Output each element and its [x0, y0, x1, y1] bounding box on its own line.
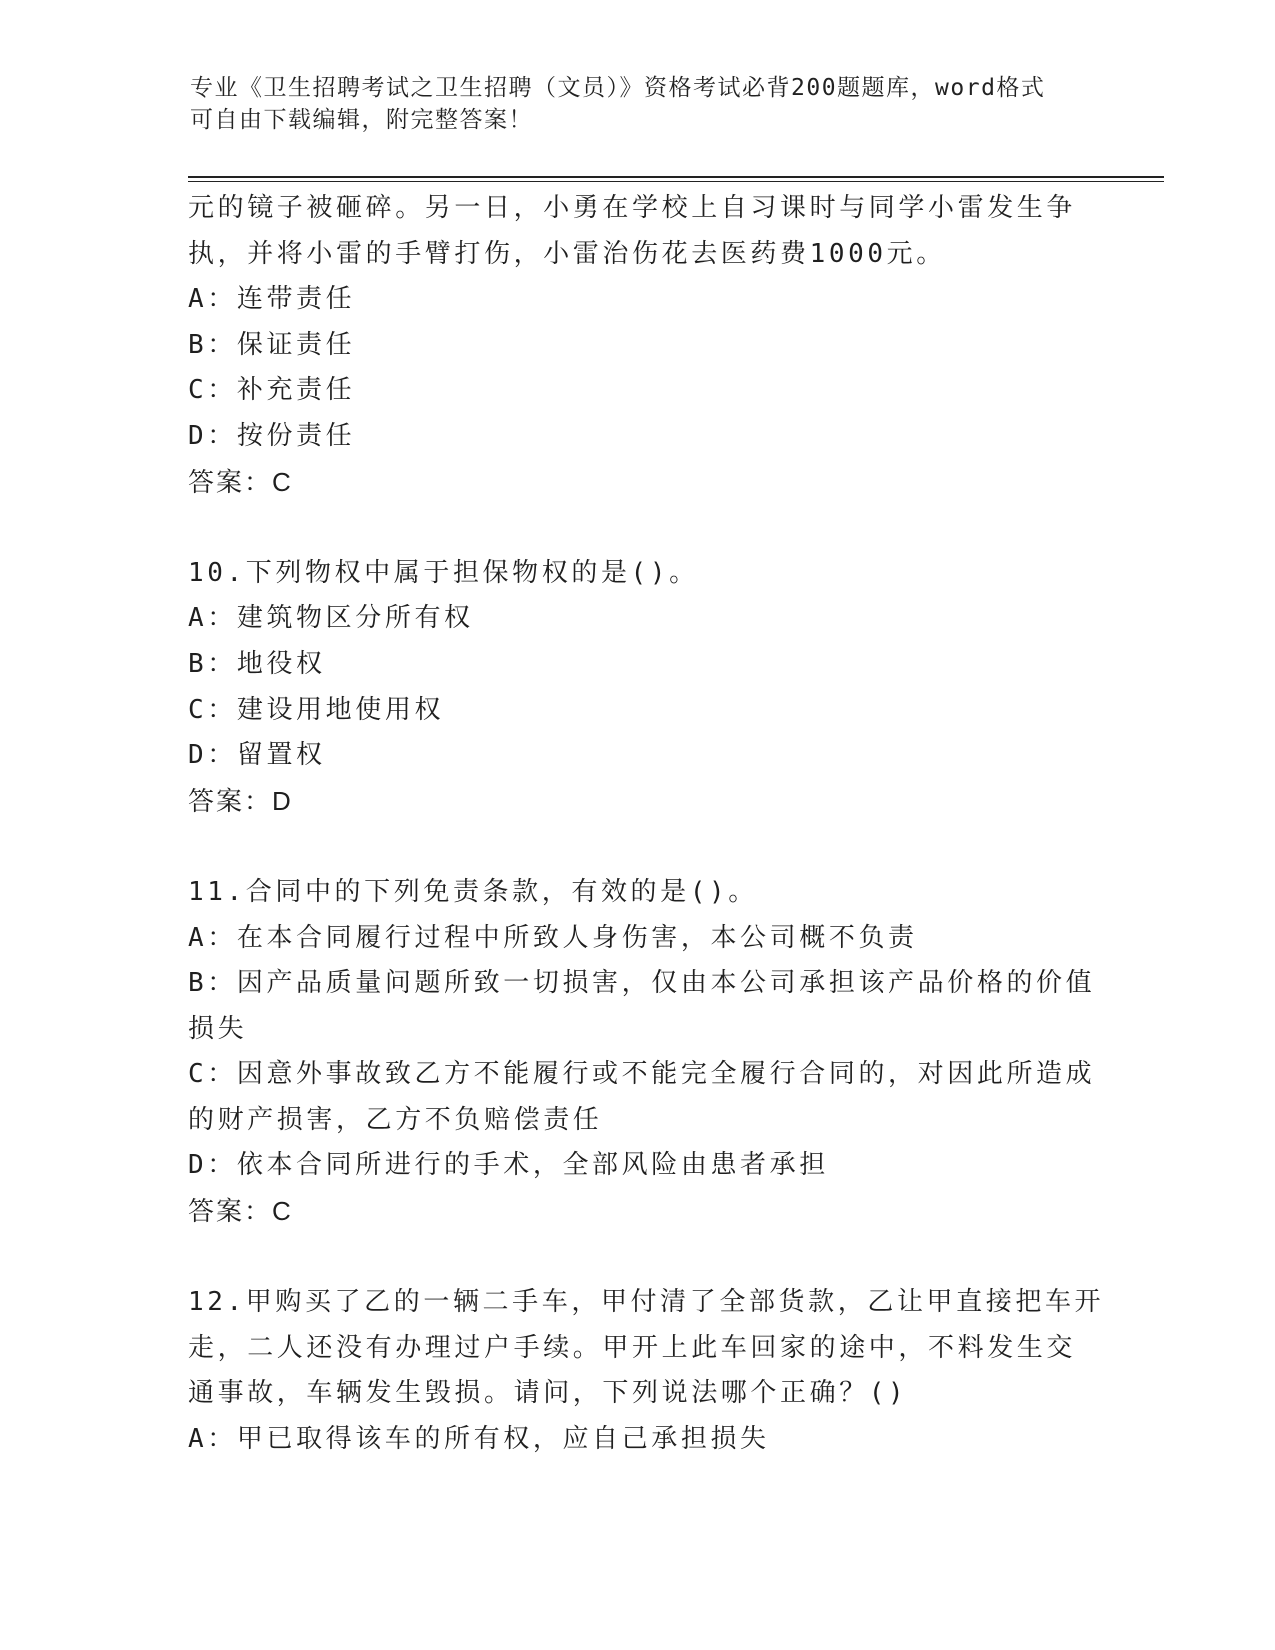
spacer: [188, 505, 1088, 551]
option-b-continued: 损失: [188, 1013, 248, 1044]
document-header: [190, 72, 1090, 136]
question-stem: 12.甲购买了乙的一辆二手车，甲付清了全部货款，乙让甲直接把车开: [188, 1287, 1105, 1318]
header-divider: [188, 176, 1164, 182]
header-title-line-2: 可自由下载编辑，附完整答案！: [190, 107, 533, 133]
option-d: D：按份责任: [188, 420, 356, 451]
option-a: A：建筑物区分所有权: [188, 603, 474, 634]
header-title-line-1: 专业《卫生招聘考试之卫生招聘（文员）》资格考试必背200题题库，word格式: [190, 75, 1046, 101]
question-text-line: 元的镜子被砸碎。另一日，小勇在学校上自习课时与同学小雷发生争: [188, 193, 1077, 223]
spacer: [188, 1235, 1088, 1281]
question-text-line: 执，并将小雷的手臂打伤，小雷治伤花去医药费1000元。: [188, 238, 946, 269]
question-10: [188, 551, 1088, 825]
question-stem-continued: 通事故，车辆发生毁损。请问，下列说法哪个正确？(): [188, 1378, 908, 1409]
option-d: D：依本合同所进行的手术，全部风险由患者承担: [188, 1150, 829, 1181]
option-a: A：在本合同履行过程中所致人身伤害，本公司概不负责: [188, 922, 918, 953]
question-9-continuation: [188, 186, 1088, 505]
option-c: C：因意外事故致乙方不能履行或不能完全履行合同的，对因此所造成: [188, 1059, 1096, 1090]
answer-line: 答案：D: [188, 785, 293, 816]
answer-line: 答案：C: [188, 1196, 293, 1227]
option-c: C：补充责任: [188, 375, 356, 406]
question-stem-continued: 走，二人还没有办理过户手续。甲开上此车回家的途中，不料发生交: [188, 1332, 1077, 1363]
document-body: [188, 186, 1105, 1463]
question-stem: 11.合同中的下列免责条款，有效的是()。: [188, 876, 758, 907]
option-a: A：连带责任: [188, 284, 356, 315]
option-c-continued: 的财产损害，乙方不负赔偿责任: [188, 1104, 603, 1135]
question-12: [188, 1280, 1105, 1462]
option-d: D：留置权: [188, 740, 326, 771]
option-b: B：因产品质量问题所致一切损害，仅由本公司承担该产品价格的价值: [188, 968, 1096, 999]
option-b: B：保证责任: [188, 329, 356, 360]
spacer: [188, 824, 1088, 870]
option-b: B：地役权: [188, 648, 326, 679]
question-11: [188, 870, 1096, 1235]
option-a: A：甲已取得该车的所有权，应自己承担损失: [188, 1424, 770, 1455]
option-c: C：建设用地使用权: [188, 694, 445, 725]
question-stem: 10.下列物权中属于担保物权的是()。: [188, 557, 699, 588]
answer-line: 答案：C: [188, 466, 293, 497]
